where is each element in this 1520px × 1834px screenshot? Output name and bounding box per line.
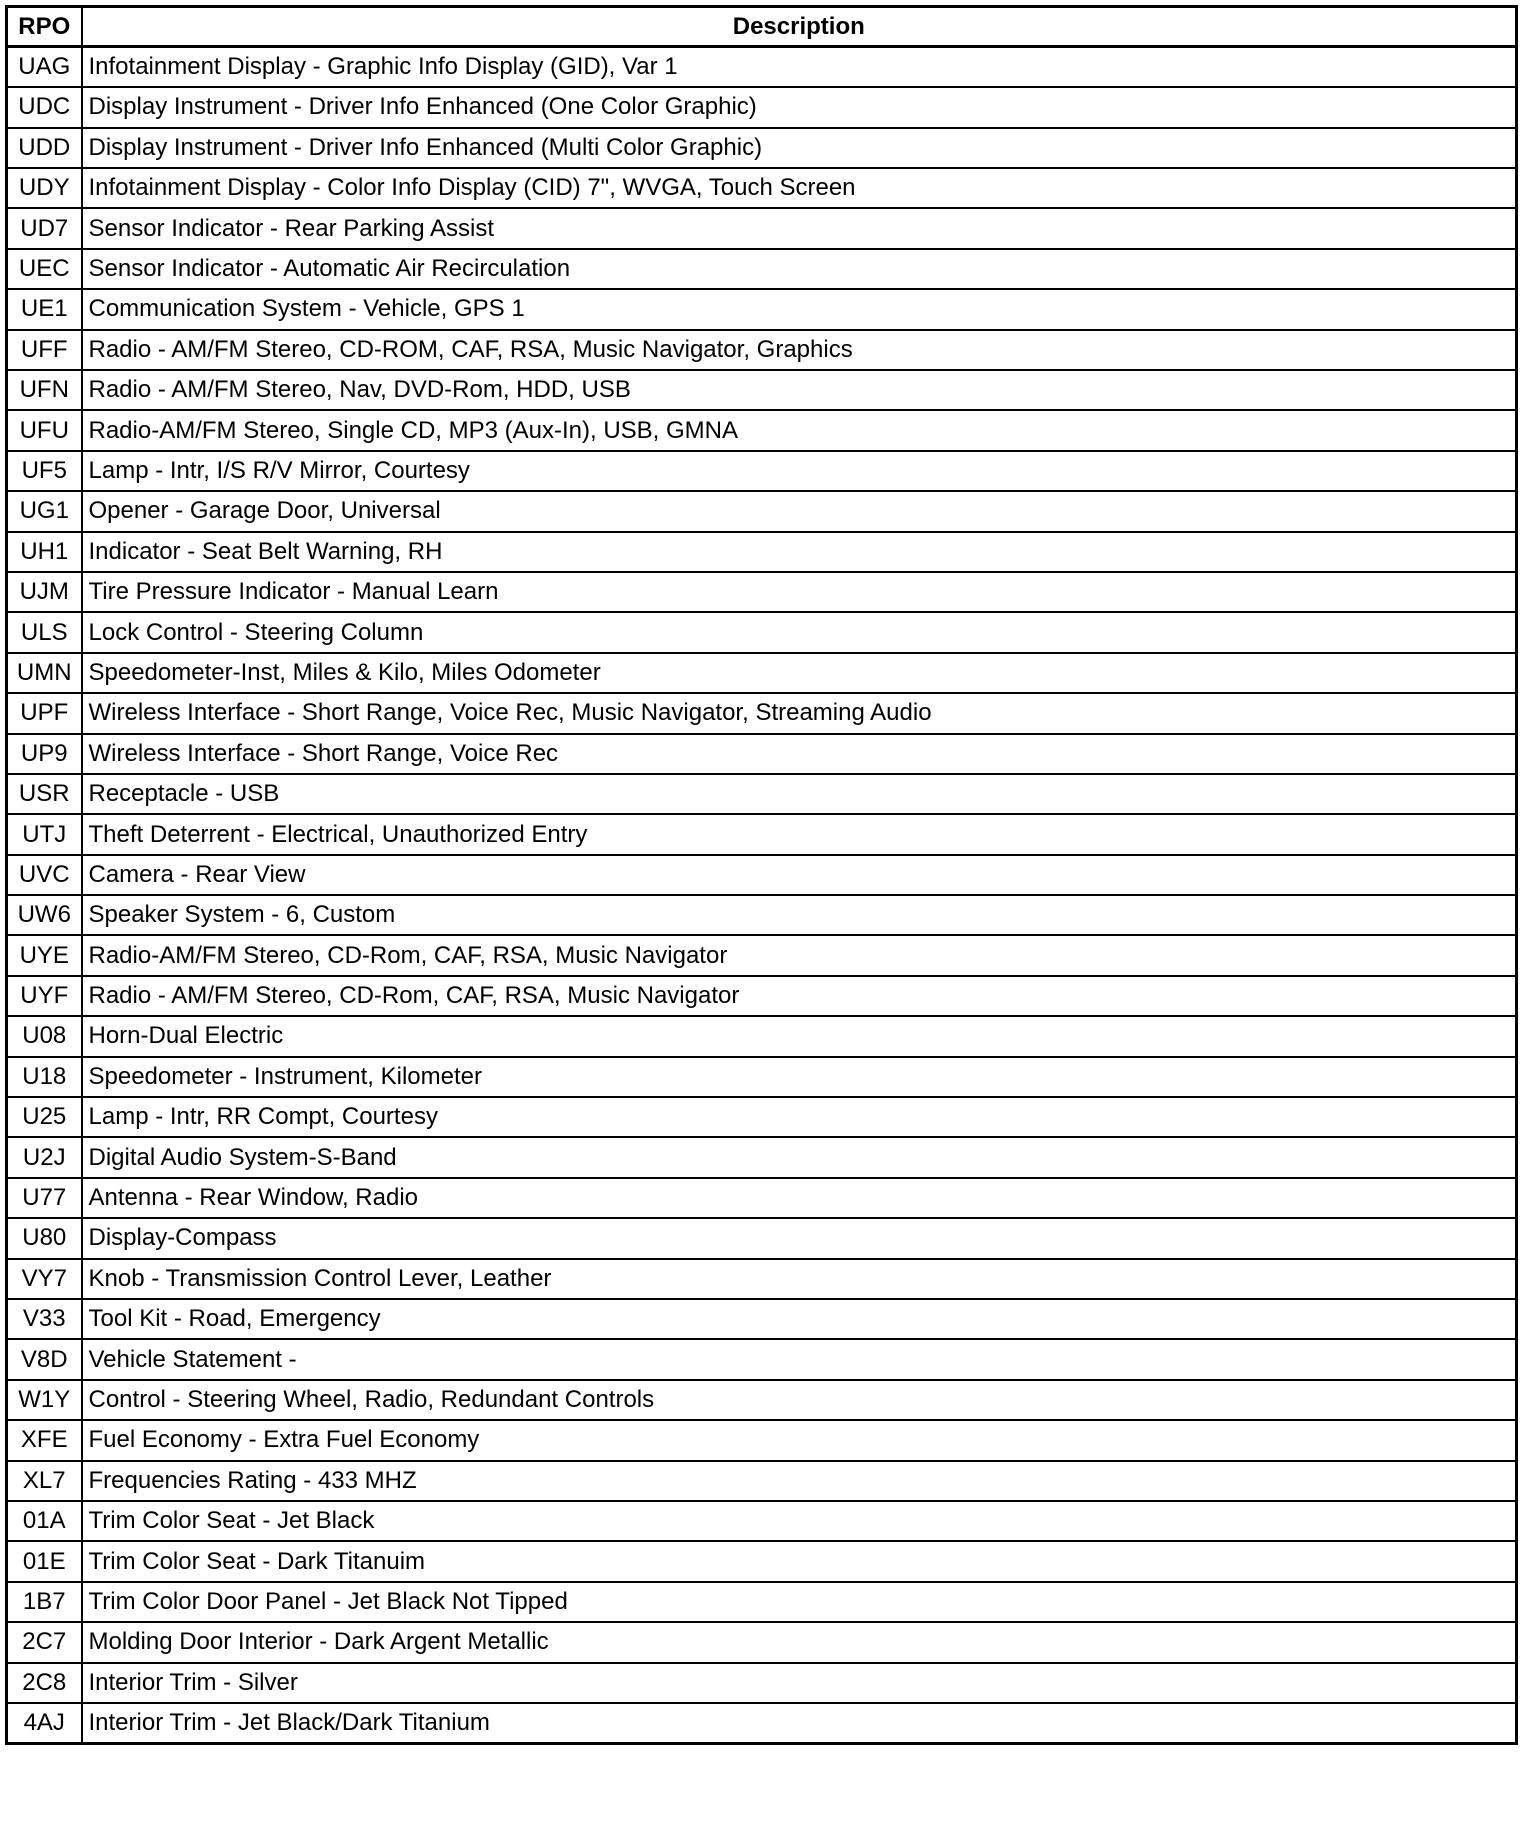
table-row xyxy=(7,774,1517,814)
rpo-description-cell: Sensor Indicator - Automatic Air Recirculation xyxy=(82,249,1517,289)
table-row xyxy=(7,208,1517,248)
rpo-description-cell: Wireless Interface - Short Range, Voice Rec, Music Navigator, Streaming Audio xyxy=(82,693,1517,733)
rpo-code-cell: U08 xyxy=(7,1016,82,1056)
rpo-code-cell: UYE xyxy=(7,935,82,975)
rpo-description-cell: Lamp - Intr, I/S R/V Mirror, Courtesy xyxy=(82,451,1517,491)
rpo-code-cell: 1B7 xyxy=(7,1582,82,1622)
rpo-code-cell: V8D xyxy=(7,1339,82,1379)
rpo-description-cell: Radio - AM/FM Stereo, Nav, DVD-Rom, HDD, USB xyxy=(82,370,1517,410)
rpo-code-cell: U2J xyxy=(7,1137,82,1177)
rpo-description-cell: Molding Door Interior - Dark Argent Metallic xyxy=(82,1622,1517,1662)
rpo-description-cell: Speaker System - 6, Custom xyxy=(82,895,1517,935)
table-row xyxy=(7,612,1517,652)
rpo-description-cell: Infotainment Display - Color Info Display (CID) 7", WVGA, Touch Screen xyxy=(82,168,1517,208)
rpo-code-cell: 01E xyxy=(7,1541,82,1581)
table-row xyxy=(7,1178,1517,1218)
rpo-description-cell: Receptacle - USB xyxy=(82,774,1517,814)
table-row xyxy=(7,410,1517,450)
table-row xyxy=(7,653,1517,693)
rpo-description-cell: Radio-AM/FM Stereo, Single CD, MP3 (Aux-In), USB, GMNA xyxy=(82,410,1517,450)
table-row xyxy=(7,249,1517,289)
rpo-description-cell: Trim Color Door Panel - Jet Black Not Tipped xyxy=(82,1582,1517,1622)
rpo-description-cell: Indicator - Seat Belt Warning, RH xyxy=(82,532,1517,572)
table-row xyxy=(7,451,1517,491)
rpo-code-cell: UDD xyxy=(7,128,82,168)
rpo-code-cell: UAG xyxy=(7,47,82,87)
rpo-code-cell: U80 xyxy=(7,1218,82,1258)
rpo-description-cell: Interior Trim - Jet Black/Dark Titanium xyxy=(82,1703,1517,1743)
rpo-code-cell: VY7 xyxy=(7,1259,82,1299)
table-body xyxy=(7,47,1517,1743)
rpo-description-cell: Sensor Indicator - Rear Parking Assist xyxy=(82,208,1517,248)
rpo-code-cell: UMN xyxy=(7,653,82,693)
rpo-description-cell: Horn-Dual Electric xyxy=(82,1016,1517,1056)
rpo-code-cell: UEC xyxy=(7,249,82,289)
table-row xyxy=(7,1461,1517,1501)
table-row xyxy=(7,1137,1517,1177)
table-row xyxy=(7,895,1517,935)
table-row xyxy=(7,168,1517,208)
table-row xyxy=(7,935,1517,975)
table-row xyxy=(7,1703,1517,1743)
table-row xyxy=(7,1622,1517,1662)
table-row xyxy=(7,87,1517,127)
rpo-description-cell: Display Instrument - Driver Info Enhanced (Multi Color Graphic) xyxy=(82,128,1517,168)
table-row xyxy=(7,1299,1517,1339)
rpo-description-cell: Tool Kit - Road, Emergency xyxy=(82,1299,1517,1339)
rpo-description-cell: Theft Deterrent - Electrical, Unauthorized Entry xyxy=(82,814,1517,854)
table-row xyxy=(7,370,1517,410)
rpo-description-cell: Radio - AM/FM Stereo, CD-Rom, CAF, RSA, Music Navigator xyxy=(82,976,1517,1016)
rpo-code-cell: UYF xyxy=(7,976,82,1016)
table-row xyxy=(7,814,1517,854)
rpo-code-cell: UFN xyxy=(7,370,82,410)
rpo-description-cell: Display Instrument - Driver Info Enhanced (One Color Graphic) xyxy=(82,87,1517,127)
header-row xyxy=(7,7,1517,47)
table-row xyxy=(7,330,1517,370)
rpo-description-cell: Antenna - Rear Window, Radio xyxy=(82,1178,1517,1218)
rpo-code-cell: UPF xyxy=(7,693,82,733)
rpo-code-cell: UDY xyxy=(7,168,82,208)
rpo-description-cell: Frequencies Rating - 433 MHZ xyxy=(82,1461,1517,1501)
table-row xyxy=(7,976,1517,1016)
rpo-code-cell: V33 xyxy=(7,1299,82,1339)
rpo-code-cell: UW6 xyxy=(7,895,82,935)
rpo-code-cell: UFF xyxy=(7,330,82,370)
table-row xyxy=(7,1057,1517,1097)
rpo-description-cell: Control - Steering Wheel, Radio, Redundant Controls xyxy=(82,1380,1517,1420)
table-row xyxy=(7,1259,1517,1299)
rpo-description-cell: Knob - Transmission Control Lever, Leather xyxy=(82,1259,1517,1299)
rpo-code-cell: UDC xyxy=(7,87,82,127)
table-row xyxy=(7,1339,1517,1379)
rpo-code-cell: UH1 xyxy=(7,532,82,572)
rpo-code-cell: U18 xyxy=(7,1057,82,1097)
rpo-code-cell: USR xyxy=(7,774,82,814)
table-row xyxy=(7,1097,1517,1137)
table-row xyxy=(7,734,1517,774)
table-row xyxy=(7,1663,1517,1703)
rpo-description-cell: Trim Color Seat - Jet Black xyxy=(82,1501,1517,1541)
rpo-code-cell: ULS xyxy=(7,612,82,652)
rpo-description-cell: Radio - AM/FM Stereo, CD-ROM, CAF, RSA, Music Navigator, Graphics xyxy=(82,330,1517,370)
rpo-code-cell: UD7 xyxy=(7,208,82,248)
rpo-description-cell: Tire Pressure Indicator - Manual Learn xyxy=(82,572,1517,612)
rpo-code-cell: UE1 xyxy=(7,289,82,329)
table-row xyxy=(7,693,1517,733)
rpo-table xyxy=(5,5,1518,1745)
table-row xyxy=(7,1016,1517,1056)
rpo-description-cell: Radio-AM/FM Stereo, CD-Rom, CAF, RSA, Music Navigator xyxy=(82,935,1517,975)
rpo-code-cell: 01A xyxy=(7,1501,82,1541)
rpo-description-cell: Speedometer - Instrument, Kilometer xyxy=(82,1057,1517,1097)
rpo-description-cell: Infotainment Display - Graphic Info Display (GID), Var 1 xyxy=(82,47,1517,87)
rpo-description-cell: Interior Trim - Silver xyxy=(82,1663,1517,1703)
rpo-code-cell: UJM xyxy=(7,572,82,612)
rpo-code-cell: UF5 xyxy=(7,451,82,491)
description-column-header: Description xyxy=(82,7,1517,47)
rpo-description-cell: Lamp - Intr, RR Compt, Courtesy xyxy=(82,1097,1517,1137)
rpo-code-cell: 2C8 xyxy=(7,1663,82,1703)
rpo-description-cell: Vehicle Statement - xyxy=(82,1339,1517,1379)
rpo-code-cell: 2C7 xyxy=(7,1622,82,1662)
rpo-code-cell: U77 xyxy=(7,1178,82,1218)
table-row xyxy=(7,1380,1517,1420)
table-row xyxy=(7,1582,1517,1622)
rpo-code-sheet xyxy=(5,5,1515,1829)
rpo-code-cell: UP9 xyxy=(7,734,82,774)
table-row xyxy=(7,47,1517,87)
table-row xyxy=(7,491,1517,531)
rpo-code-cell: XFE xyxy=(7,1420,82,1460)
rpo-description-cell: Digital Audio System-S-Band xyxy=(82,1137,1517,1177)
table-row xyxy=(7,572,1517,612)
rpo-code-cell: UVC xyxy=(7,855,82,895)
table-row xyxy=(7,1541,1517,1581)
rpo-description-cell: Fuel Economy - Extra Fuel Economy xyxy=(82,1420,1517,1460)
rpo-code-cell: UFU xyxy=(7,410,82,450)
rpo-description-cell: Communication System - Vehicle, GPS 1 xyxy=(82,289,1517,329)
rpo-description-cell: Lock Control - Steering Column xyxy=(82,612,1517,652)
table-header xyxy=(7,7,1517,47)
table-row xyxy=(7,1420,1517,1460)
rpo-code-cell: W1Y xyxy=(7,1380,82,1420)
rpo-code-cell: UTJ xyxy=(7,814,82,854)
table-row xyxy=(7,855,1517,895)
table-row xyxy=(7,1218,1517,1258)
rpo-description-cell: Display-Compass xyxy=(82,1218,1517,1258)
table-row xyxy=(7,532,1517,572)
rpo-description-cell: Speedometer-Inst, Miles & Kilo, Miles Odometer xyxy=(82,653,1517,693)
table-row xyxy=(7,128,1517,168)
rpo-column-header: RPO xyxy=(7,7,82,47)
rpo-code-cell: U25 xyxy=(7,1097,82,1137)
table-row xyxy=(7,289,1517,329)
rpo-code-cell: 4AJ xyxy=(7,1703,82,1743)
table-row xyxy=(7,1501,1517,1541)
rpo-code-cell: UG1 xyxy=(7,491,82,531)
rpo-description-cell: Camera - Rear View xyxy=(82,855,1517,895)
rpo-description-cell: Trim Color Seat - Dark Titanuim xyxy=(82,1541,1517,1581)
rpo-description-cell: Wireless Interface - Short Range, Voice Rec xyxy=(82,734,1517,774)
rpo-description-cell: Opener - Garage Door, Universal xyxy=(82,491,1517,531)
rpo-code-cell: XL7 xyxy=(7,1461,82,1501)
